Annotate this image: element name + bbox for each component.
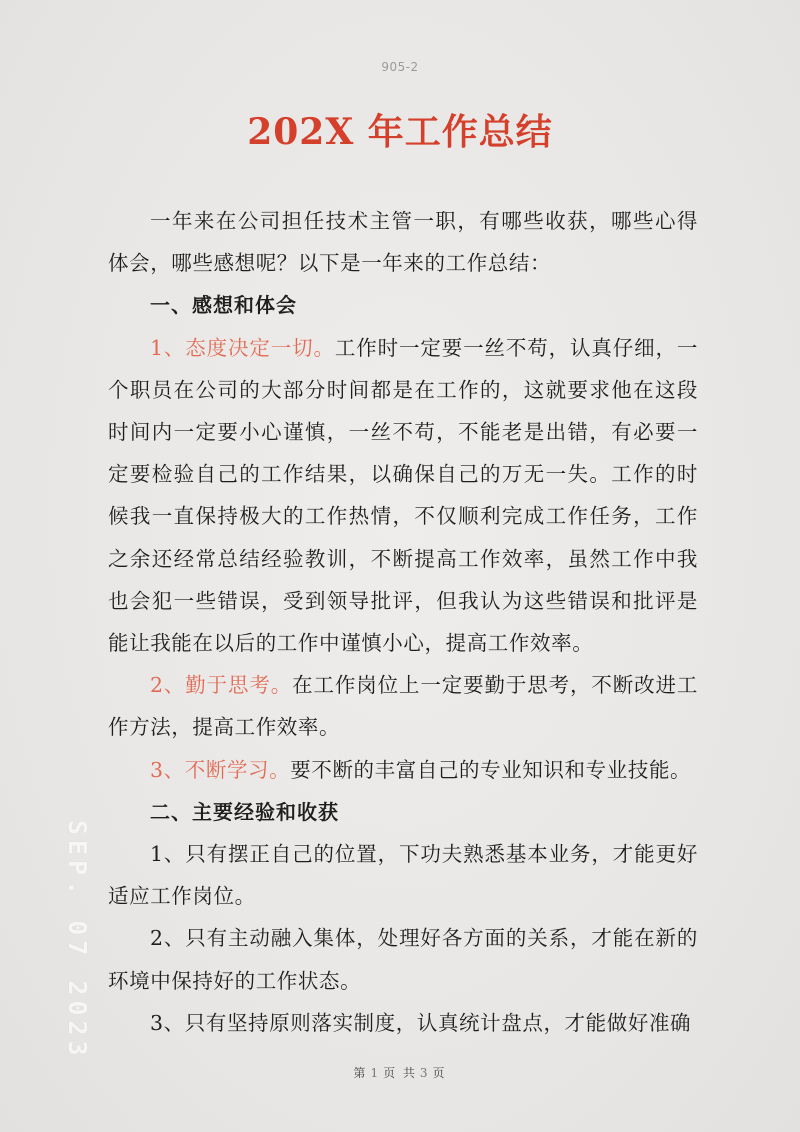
item-text: 在工作岗位上一定要勤于思考，不断改进工作方法，提高工作效率。 — [108, 673, 698, 740]
date-stamp-watermark: SEP. 07 2023 — [63, 820, 92, 1061]
document-body — [108, 200, 698, 1044]
item-label: 1、态度决定一切。 — [150, 335, 335, 360]
footer-prefix: 第 — [353, 1066, 368, 1080]
total-page-number: 3 — [419, 1066, 430, 1080]
section1-item-3 — [108, 749, 698, 791]
section2-item-2: 2、只有主动融入集体，处理好各方面的关系，才能在新的环境中保持好的工作状态。 — [108, 926, 698, 993]
section2-item-3: 3、只有坚持原则落实制度，认真统计盘点，才能做好准确 — [150, 1010, 692, 1035]
footer-middle: 页 共 — [383, 1066, 417, 1080]
page-footer — [0, 1064, 800, 1081]
section1-item-2 — [108, 664, 698, 748]
current-page-number: 1 — [370, 1066, 381, 1080]
intro-paragraph: 一年来在公司担任技术主管一职，有哪些收获，哪些心得体会，哪些感想呢？以下是一年来的工作总结： — [108, 209, 698, 276]
item-text: 要不断的丰富自己的专业知识和专业技能。 — [290, 757, 692, 782]
section-heading-2: 二、主要经验和收获 — [150, 799, 339, 824]
section-heading-1: 一、感想和体会 — [150, 293, 297, 318]
item-label: 2、勤于思考。 — [150, 673, 293, 698]
document-code: 905-2 — [381, 60, 419, 74]
footer-suffix: 页 — [432, 1066, 447, 1080]
section1-item-1 — [108, 327, 698, 665]
item-text: 工作时一定要一丝不苟，认真仔细，一个职员在公司的大部分时间都是在工作的，这就要求他在这段时间内一定要小心谨慎，一丝不苟，不能老是出错，有必要一定要检验自己的工作结果，以确保自己的万无一失。工作的时候我一直保持极大的工作热情，不仅顺利完成工作任务，工作之余还经常总结经验教训，不断提高工作效率，虽然工作中我也会犯一些错误，受到领导批评，但我认为这些错误和批评是能让我能在以后的工作中谨慎小心，提高工作效率。 — [108, 335, 698, 656]
section2-item-1: 1、只有摆正自己的位置，下功夫熟悉基本业务，才能更好适应工作岗位。 — [108, 842, 698, 909]
document-title: 202X 年工作总结 — [247, 111, 553, 153]
item-label: 3、不断学习。 — [150, 757, 291, 782]
